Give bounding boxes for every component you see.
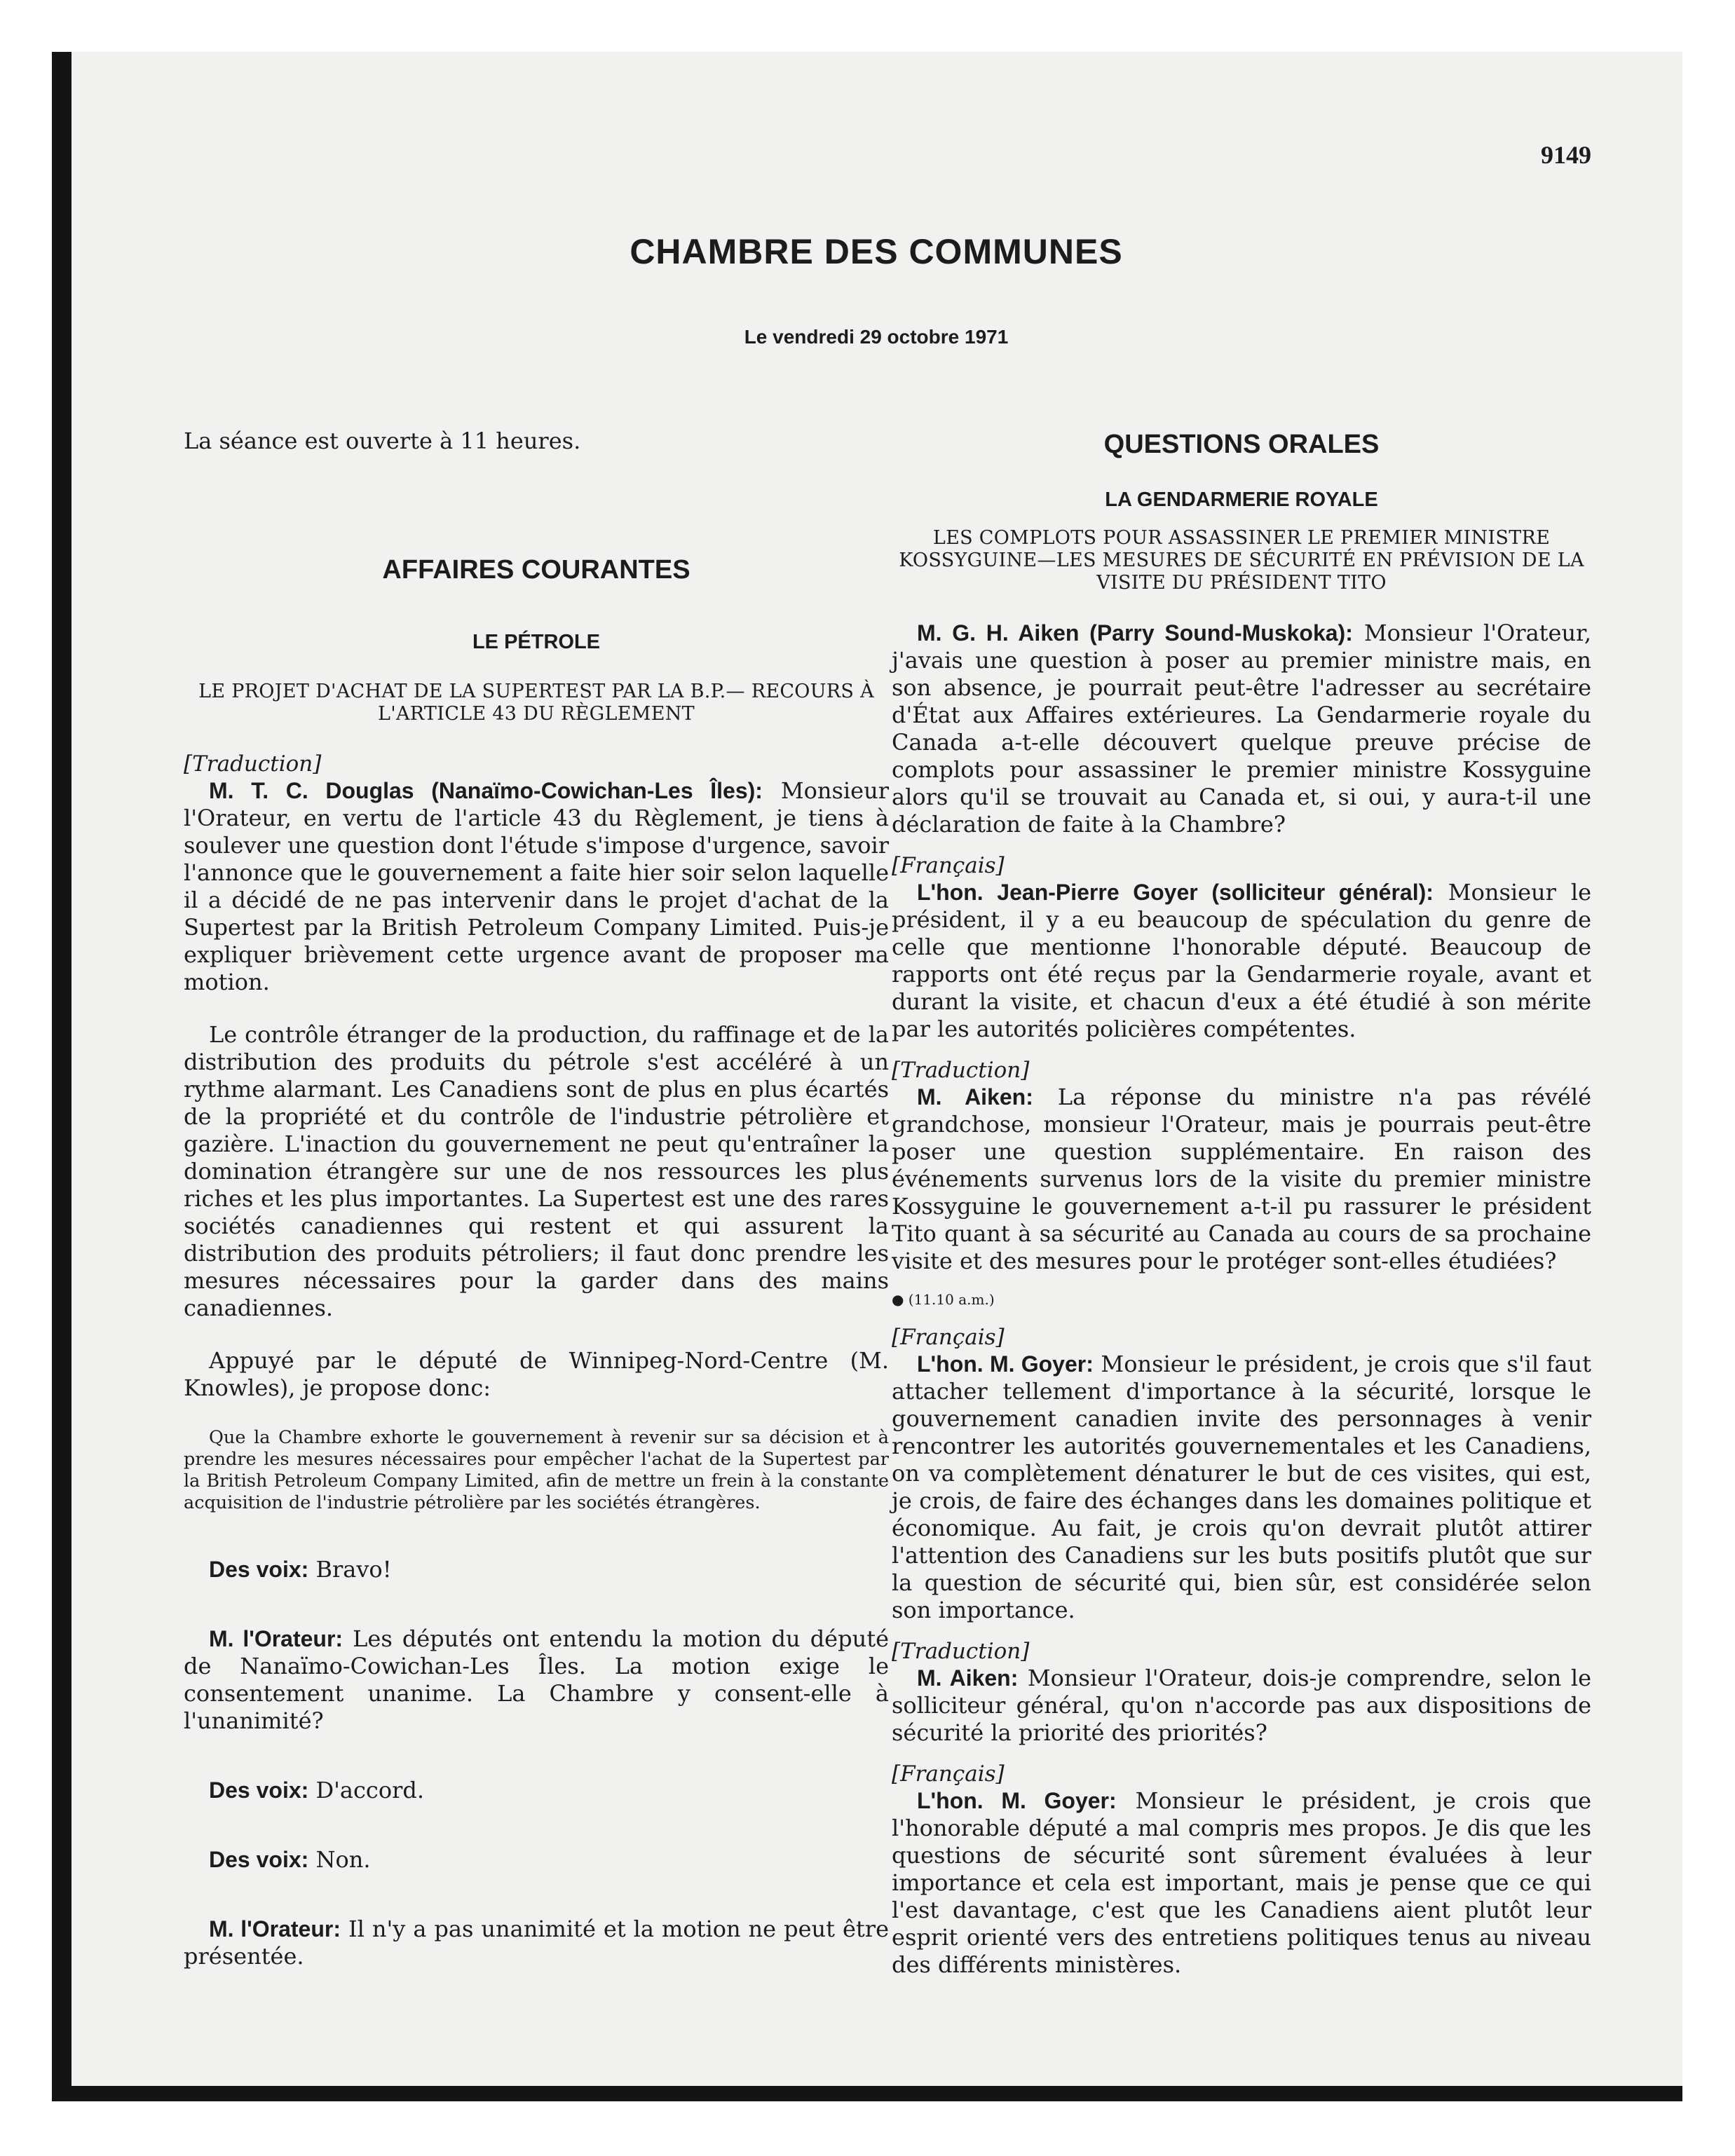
topic-heading-gendarmerie: LA GENDARMERIE ROYALE (1105, 489, 1378, 511)
speaker-name: M. l'Orateur: (209, 1626, 343, 1651)
speech-text: Non. (308, 1846, 371, 1873)
speech-text: Il n'y a pas unanimité et la motion ne peut être présentée. (184, 1916, 890, 1970)
speech-text: Les députés ont entendu la motion du député de Nanaïmo-Cowichan-Les Îles. La motion exige le consentement unanime. La Chambre y consent-elle à l'unanimité? (184, 1625, 889, 1734)
interjection-voices (184, 1556, 889, 1583)
subheading-kossyguine: LES COMPLOTS POUR ASSASSINER LE PREMIER MINISTRE KOSSYGUINE—LES MESURES DE SÉCURITÉ EN PRÉVISION DE LA VISITE DU PRÉSIDENT TITO (899, 527, 1584, 594)
scan-border-left (52, 52, 72, 2101)
language-marker: [Français] (892, 1761, 1005, 1787)
language-marker: [Traduction] (892, 1058, 1030, 1083)
speech-text: Monsieur l'Orateur, en vertu de l'article 43 du Règlement, je tiens à soulever une question dont l'étude s'impose d'urgence, savoir l'annonce que le gouvernement a faite hier soir selon laquelle il a décidé de ne pas intervenir dans le projet d'achat de la Supertest par la British Petroleum Company Limited. Puis-je expliquer brièvement cette urgence avant de proposer ma motion. (184, 777, 889, 995)
speech-aiken (892, 1665, 1591, 1747)
speaker-name: Des voix: (209, 1557, 309, 1582)
speech-text: Monsieur le président, je crois que s'il faut attacher tellement d'importance à la sécurité, lorsque le gouvernement canadien invite des personnages à venir rencontrer les autorités gouvernementales et les Canadiens, on va complètement dénaturer le but de ces visites, qui est, je crois, de faire des échanges dans les domaines politique et économique. Au fait, je crois qu'on devrait plutôt attirer l'attention des Canadiens sur les buts positifs plutôt que sur la question de sécurité qui, bien sûr, est considérée selon son importance. (892, 1351, 1592, 1623)
language-marker: [Français] (892, 853, 1005, 878)
right-column (892, 428, 1591, 1979)
motion-text: Que la Chambre exhorte le gouvernement à revenir sur sa décision et à prendre les mesures nécessaires pour empêcher l'achat de la Supertest par la British Petroleum Company Limited, afin de mettre un frein à la constante acquisition de l'industrie pétrolière par les sociétés étrangères. (184, 1427, 889, 1513)
subheading-supertest: LE PROJET D'ACHAT DE LA SUPERTEST PAR LA B.P.— RECOURS À L'ARTICLE 43 DU RÈGLEMENT (198, 681, 874, 725)
speech-text: Monsieur le président, je crois que l'honorable député a mal compris mes propos. Je dis que les questions de sécurité sont sûrement évaluées à leur importance et cela est important, mais je pense que ce qui l'est davantage, c'est que les Canadiens aient plutôt leur esprit orienté vers des entretiens politiques tenus au niveau des différents ministères. (892, 1787, 1592, 1978)
interjection-voices (184, 1846, 889, 1874)
language-marker: [Traduction] (184, 751, 322, 777)
speaker-name: M. Aiken: (917, 1084, 1033, 1110)
speech-goyer (892, 1787, 1591, 1979)
time-marker: ● (11.10 a.m.) (892, 1291, 995, 1308)
speech-speaker (184, 1625, 889, 1735)
speaker-name: M. Aiken: (917, 1665, 1019, 1691)
section-heading-routine: AFFAIRES COURANTES (382, 555, 690, 585)
language-marker: [Français] (892, 1325, 1005, 1350)
speech-goyer (892, 879, 1591, 1043)
speaker-name: M. T. C. Douglas (Nanaïmo-Cowichan-Les Îles): (209, 778, 763, 803)
speech-douglas-continued: Le contrôle étranger de la production, du raffinage et de la distribution des produits du pétrole s'est accéléré à un rythme alarmant. Les Canadiens sont de plus en plus écartés de la propriété et du contrôle de l'industrie pétrolière et gazière. L'inaction du gouvernement ne peut qu'entraîner la domination étrangère sur une de nos ressources les plus riches et les plus importantes. La Supertest est une des rares sociétés canadiennes qui restent et qui assurent la distribution des produits pétroliers; il faut donc prendre les mesures nécessaires pour la garder dans des mains canadiennes. (184, 1021, 889, 1321)
page-number: 9149 (1541, 141, 1591, 169)
speech-speaker (184, 1916, 889, 1970)
left-column (184, 428, 889, 1970)
speaker-name: L'hon. M. Goyer: (917, 1351, 1094, 1377)
scan-border-bottom (52, 2086, 1682, 2101)
speech-douglas-motion-intro: Appuyé par le député de Winnipeg-Nord-Centre (M. Knowles), je propose donc: (184, 1347, 889, 1401)
page-title: CHAMBRE DES COMMUNES (630, 232, 1123, 271)
speaker-name: L'hon. Jean-Pierre Goyer (solliciteur général): (917, 880, 1434, 905)
speech-douglas (184, 777, 889, 996)
speaker-name: Des voix: (209, 1847, 309, 1872)
section-heading-oral-questions: QUESTIONS ORALES (1103, 430, 1380, 459)
speaker-name: L'hon. M. Goyer: (917, 1788, 1117, 1813)
speech-goyer (892, 1351, 1591, 1624)
topic-heading-petrole: LE PÉTROLE (472, 631, 601, 653)
speech-text: D'accord. (308, 1777, 425, 1803)
speech-aiken (892, 620, 1591, 838)
speech-text: Monsieur l'Orateur, dois-je comprendre, selon le solliciteur général, qu'on n'accorde pas aux dispositions de sécurité la priorité des priorités? (892, 1665, 1592, 1746)
sitting-date: Le vendredi 29 octobre 1971 (744, 326, 1009, 348)
language-marker: [Traduction] (892, 1639, 1030, 1664)
speech-text: Bravo! (308, 1556, 392, 1583)
speech-text: La réponse du ministre n'a pas révélé grandchose, monsieur l'Orateur, mais je pourrais peut-être poser une question supplémentaire. En raison des événements survenus lors de la visite du premier ministre Kossyguine le gouvernement a-t-il pu rassurer le président Tito quant à sa sécurité au Canada au cours de sa prochaine visite et des mesures pour le protéger sont-elles étudiées? (892, 1084, 1592, 1274)
speaker-name: Des voix: (209, 1778, 309, 1803)
speaker-name: M. G. H. Aiken (Parry Sound-Muskoka): (917, 620, 1353, 646)
opening-line: La séance est ouverte à 11 heures. (184, 428, 581, 454)
speech-text: Monsieur l'Orateur, j'avais une question à poser au premier ministre mais, en son absence, je pourrait peut-être l'adresser au secrétaire d'État aux Affaires extérieures. La Gendarmerie royale du Canada a-t-elle découvert quelque preuve précise de complots pour assassiner le premier ministre Kossyguine alors qu'il se trouvait au Canada et, si oui, y aura-t-il une déclaration de faite à la Chambre? (892, 620, 1592, 838)
speaker-name: M. l'Orateur: (209, 1916, 341, 1942)
interjection-voices (184, 1777, 889, 1804)
speech-aiken (892, 1084, 1591, 1275)
speech-text: Monsieur le président, il y a eu beaucoup de spéculation du genre de celle que mentionne l'honorable député. Beaucoup de rapports ont été reçus par la Gendarmerie royale, avant et durant la visite, et chacun d'eux a été étudié à son mérite par les autorités policières compétentes. (892, 879, 1592, 1042)
